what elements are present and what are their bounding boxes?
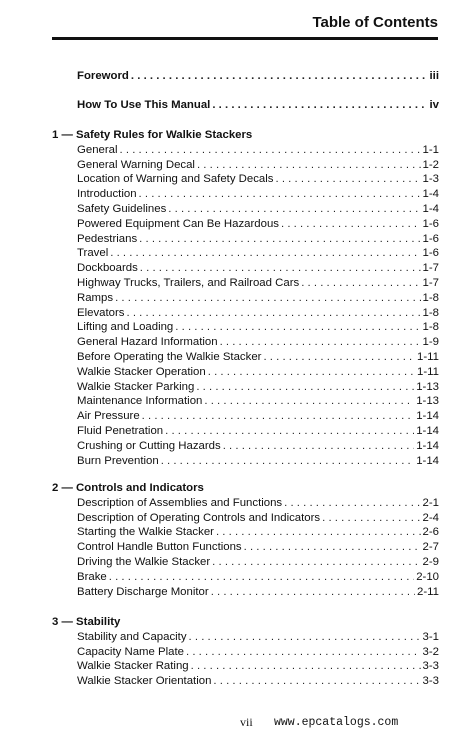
toc-entry-page: 1-14 bbox=[416, 439, 439, 452]
dot-leader bbox=[284, 496, 420, 510]
toc-entry-page: 1-6 bbox=[422, 247, 439, 260]
toc-entry[interactable] bbox=[77, 291, 439, 305]
page-title: Table of Contents bbox=[312, 14, 438, 31]
chapter-heading[interactable]: 3 — Stability bbox=[52, 616, 121, 628]
dot-leader bbox=[142, 409, 415, 423]
toc-entry[interactable] bbox=[77, 540, 439, 554]
toc-entry-label: General Warning Decal bbox=[77, 158, 195, 171]
dot-leader bbox=[263, 350, 415, 364]
dot-leader bbox=[211, 585, 415, 599]
toc-entry[interactable] bbox=[77, 261, 439, 275]
dot-leader bbox=[120, 143, 421, 157]
toc-entry-page: 2-10 bbox=[416, 570, 439, 583]
toc-entry-page: 1-6 bbox=[422, 217, 439, 230]
dot-leader bbox=[220, 335, 421, 349]
toc-entry[interactable] bbox=[77, 409, 439, 423]
toc-entry[interactable] bbox=[77, 454, 439, 468]
toc-entry-page: 2-7 bbox=[422, 541, 439, 554]
toc-entry[interactable] bbox=[77, 570, 439, 584]
dot-leader bbox=[126, 306, 420, 320]
toc-entry[interactable] bbox=[77, 555, 439, 569]
toc-entry-page: 1-3 bbox=[422, 173, 439, 186]
toc-entry-label: Maintenance Information bbox=[77, 395, 203, 408]
toc-entry-page: 1-11 bbox=[417, 351, 439, 363]
dot-leader bbox=[212, 555, 420, 569]
toc-entry-page: 1-1 bbox=[422, 143, 439, 156]
dot-leader bbox=[322, 511, 420, 525]
dot-leader bbox=[281, 217, 421, 231]
toc-entry[interactable] bbox=[77, 511, 439, 525]
dot-leader bbox=[216, 525, 421, 539]
dot-leader bbox=[204, 394, 414, 408]
title-rule bbox=[52, 37, 438, 40]
toc-entry[interactable] bbox=[77, 365, 439, 379]
toc-entry-label: General bbox=[77, 143, 118, 156]
dot-leader bbox=[139, 187, 421, 201]
chapter-heading[interactable]: 2 — Controls and Indicators bbox=[52, 482, 204, 494]
toc-entry-label: Burn Prevention bbox=[77, 454, 159, 467]
chapter-heading[interactable]: 1 — Safety Rules for Walkie Stackers bbox=[52, 129, 253, 141]
toc-entry-page: 1-8 bbox=[422, 306, 439, 319]
dot-leader bbox=[131, 69, 428, 83]
toc-entry-page: 1-6 bbox=[422, 232, 439, 245]
toc-entry-label: Highway Trucks, Trailers, and Railroad Cars bbox=[77, 277, 300, 289]
toc-entry-page: 1-4 bbox=[422, 203, 439, 215]
toc-entry[interactable] bbox=[77, 335, 439, 349]
toc-entry-label: Pedestrians bbox=[77, 232, 138, 245]
toc-entry-label: Lifting and Loading bbox=[77, 321, 174, 334]
toc-entry-page: 2-4 bbox=[422, 511, 439, 524]
toc-entry-page: 1-13 bbox=[416, 395, 439, 408]
toc-entry[interactable] bbox=[77, 306, 439, 320]
toc-entry-label: Brake bbox=[77, 570, 107, 583]
toc-entry-label: Air Pressure bbox=[77, 410, 140, 423]
dot-leader bbox=[186, 645, 421, 659]
toc-entry-label: Foreword bbox=[77, 70, 129, 82]
toc-entry-page: 1-8 bbox=[422, 291, 439, 304]
page-number: vii bbox=[240, 715, 253, 729]
toc-entry-page: 1-13 bbox=[416, 380, 439, 393]
dot-leader bbox=[276, 172, 421, 186]
toc-entry-label: Powered Equipment Can Be Hazardous bbox=[77, 217, 279, 230]
toc-entry-page: 1-4 bbox=[422, 188, 439, 201]
toc-entry[interactable] bbox=[77, 525, 439, 539]
toc-entry-label: Stability and Capacity bbox=[77, 630, 187, 643]
toc-entry-label: Driving the Walkie Stacker bbox=[77, 556, 211, 568]
toc-entry-label: Walkie Stacker Parking bbox=[77, 380, 195, 393]
toc-entry-label: General Hazard Information bbox=[77, 336, 218, 349]
toc-entry[interactable] bbox=[77, 172, 439, 186]
toc-entry[interactable] bbox=[77, 202, 439, 216]
toc-entry-page: 2-9 bbox=[422, 556, 439, 568]
dot-leader bbox=[161, 454, 415, 468]
toc-entry-page: iii bbox=[429, 70, 439, 82]
dot-leader bbox=[168, 202, 420, 216]
toc-entry[interactable] bbox=[77, 439, 439, 453]
toc-entry-page: 1-14 bbox=[416, 425, 439, 437]
dot-leader bbox=[189, 630, 421, 644]
toc-entry[interactable] bbox=[77, 276, 439, 290]
dot-leader bbox=[196, 380, 414, 394]
toc-entry-label: Starting the Walkie Stacker bbox=[77, 526, 214, 539]
toc-entry-label: Battery Discharge Monitor bbox=[77, 585, 209, 598]
dot-leader bbox=[165, 424, 414, 438]
toc-entry[interactable] bbox=[77, 320, 439, 334]
toc-entry-page: 3-2 bbox=[422, 645, 439, 658]
toc-entry-label: Walkie Stacker Orientation bbox=[77, 675, 212, 688]
toc-entry-page: 1-9 bbox=[422, 336, 439, 349]
toc-entry-page: 1-8 bbox=[422, 321, 439, 334]
toc-entry-page: 3-3 bbox=[422, 660, 439, 673]
toc-entry-label: Safety Guidelines bbox=[77, 203, 167, 215]
toc-entry[interactable] bbox=[77, 630, 439, 644]
toc-entry-label: Dockboards bbox=[77, 262, 138, 275]
toc-entry-label: Description of Assemblies and Functions bbox=[77, 496, 283, 509]
toc-entry[interactable] bbox=[77, 246, 439, 260]
dot-leader bbox=[223, 439, 414, 453]
toc-entry-label: Crushing or Cutting Hazards bbox=[77, 439, 221, 452]
toc-entry-label: Elevators bbox=[77, 306, 125, 319]
dot-leader bbox=[301, 276, 420, 290]
toc-entry-label: Walkie Stacker Operation bbox=[77, 365, 206, 378]
toc-entry[interactable] bbox=[77, 496, 439, 510]
toc-entry-label: Travel bbox=[77, 247, 109, 260]
toc-entry[interactable] bbox=[77, 380, 439, 394]
dot-leader bbox=[191, 659, 421, 673]
toc-entry[interactable] bbox=[77, 674, 439, 688]
toc-entry[interactable] bbox=[77, 232, 439, 246]
toc-entry-label: Before Operating the Walkie Stacker bbox=[77, 351, 262, 363]
toc-entry[interactable] bbox=[77, 424, 439, 438]
toc-entry-page: 1-7 bbox=[422, 262, 439, 275]
toc-entry-page: 3-1 bbox=[422, 630, 439, 643]
dot-leader bbox=[140, 261, 421, 275]
toc-entry-label: Location of Warning and Safety Decals bbox=[77, 173, 274, 186]
dot-leader bbox=[139, 232, 420, 246]
toc-entry-page: 2-6 bbox=[422, 526, 439, 539]
toc-entry-page: 3-3 bbox=[422, 675, 439, 688]
watermark-url: www.epcatalogs.com bbox=[274, 716, 399, 729]
toc-entry[interactable] bbox=[77, 350, 439, 364]
toc-entry-page: 1-14 bbox=[416, 410, 439, 423]
toc-entry-label: Introduction bbox=[77, 188, 137, 201]
toc-entry-page: 1-2 bbox=[422, 158, 439, 171]
dot-leader bbox=[115, 291, 420, 305]
dot-leader bbox=[213, 674, 420, 688]
dot-leader bbox=[175, 320, 420, 334]
toc-entry[interactable] bbox=[77, 645, 439, 659]
toc-entry-page: 2-11 bbox=[417, 585, 439, 598]
dot-leader bbox=[244, 540, 421, 554]
toc-entry[interactable] bbox=[77, 98, 439, 112]
toc-entry[interactable] bbox=[77, 143, 439, 157]
toc-entry-page: iv bbox=[429, 99, 439, 111]
toc-entry[interactable] bbox=[77, 585, 439, 599]
toc-entry-label: Control Handle Button Functions bbox=[77, 541, 242, 554]
toc-entry[interactable] bbox=[77, 69, 439, 83]
toc-entry-page: 1-7 bbox=[422, 277, 439, 289]
dot-leader bbox=[197, 158, 421, 172]
toc-entry[interactable] bbox=[77, 659, 439, 673]
dot-leader bbox=[109, 570, 414, 584]
toc-entry[interactable] bbox=[77, 187, 439, 201]
toc-entry-label: How To Use This Manual bbox=[77, 99, 211, 111]
toc-entry-label: Walkie Stacker Rating bbox=[77, 660, 189, 673]
toc-entry-label: Fluid Penetration bbox=[77, 425, 164, 437]
toc-entry-page: 1-14 bbox=[416, 454, 439, 467]
dot-leader bbox=[208, 365, 415, 379]
toc-entry-page: 1-11 bbox=[417, 365, 439, 378]
toc-entry-label: Capacity Name Plate bbox=[77, 645, 184, 658]
toc-entry-page: 2-1 bbox=[422, 496, 439, 509]
dot-leader bbox=[212, 98, 427, 112]
toc-entry-label: Ramps bbox=[77, 291, 114, 304]
toc-entry[interactable] bbox=[77, 158, 439, 172]
toc-entry[interactable] bbox=[77, 394, 439, 408]
dot-leader bbox=[110, 246, 420, 260]
toc-entry-label: Description of Operating Controls and Indicators bbox=[77, 511, 321, 524]
toc-entry[interactable] bbox=[77, 217, 439, 231]
